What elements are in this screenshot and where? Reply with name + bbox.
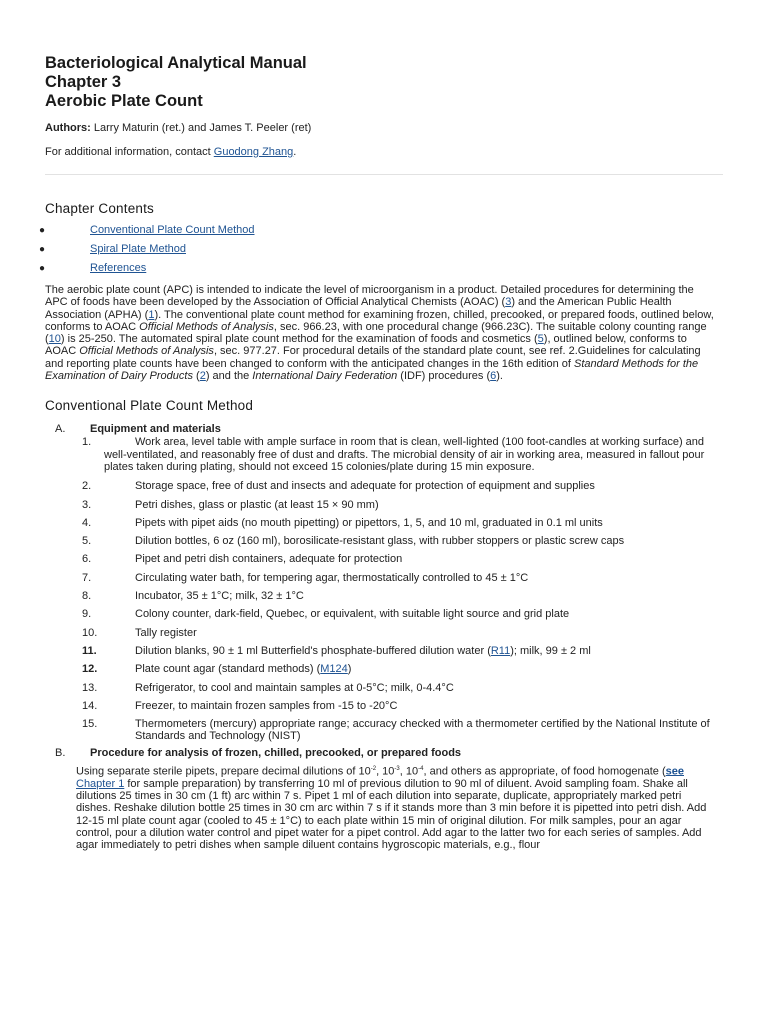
item-text: Dilution bottles, 6 oz (160 ml), borosilicate-resistant glass, with rubber stoppers or plastic screw caps	[135, 535, 625, 548]
intro-italic: Official Methods of Analysis	[139, 320, 274, 333]
item-number: 2.	[82, 480, 92, 493]
toc-item	[39, 224, 725, 243]
intro-text: ) is 25-250. The automated spiral plate count method for the examination of foods and cosmetics (	[60, 333, 538, 346]
title-line-topic: Aerobic Plate Count	[45, 92, 203, 110]
list-item	[45, 627, 725, 639]
item-text: Incubator, 35 ± 1°C; milk, 32 ± 1°C	[135, 590, 304, 603]
ref-link[interactable]: 2	[199, 370, 206, 383]
contact-line	[45, 146, 725, 159]
intro-text: The aerobic plate count (APC) is intended to indicate the level of microorganism in a product. Detailed procedures for determining the APC of foods have been developed by the Association of Official Analytical Chemists (AOAC) (	[45, 284, 694, 309]
exponent: -2	[370, 765, 377, 772]
toc-link-conventional[interactable]: Conventional Plate Count Method	[90, 224, 255, 236]
intro-italic: Standard Methods for the Examination of Dairy Products	[45, 357, 699, 383]
page	[39, 54, 725, 852]
item-text: Petri dishes, glass or plastic (at least 15 × 90 mm)	[135, 498, 379, 511]
section-title: Procedure for analysis of frozen, chilled, precooked, or prepared foods	[90, 746, 462, 759]
section-title: Equipment and materials	[90, 423, 221, 436]
list-item	[45, 553, 725, 565]
list-item	[45, 682, 725, 694]
section-a-heading	[45, 423, 725, 436]
item-text: )	[347, 663, 352, 676]
list-item	[45, 608, 725, 620]
intro-text: ), outlined below, conforms to AOAC	[45, 333, 687, 358]
procedure-text: for sample preparation) by transferring 10 ml of previous dilution to 90 ml of diluent. Avoid sampling foam. Shake all dilutions 25 times in 30 cm (1 ft) arc within 7 s. Pipet 1 ml of each dilution into separate, duplicate, appropriately marked petri dishes. Reshake dilution bottle 25 times in 30 cm arc within 7 s if it stands more than 3 min before it is pipetted into petri dish. Add 12-15 ml plate count agar (cooled to 45 ± 1°C) to each plate within 15 min of original dilution. For milk samples, pour an agar control, pour a dilution water control and pipet water for a pipet control. Add agar to the latter two for each series of samples. Add agar immediately to petri dishes when sample diluent contains hygroscopic materials, e.g., flour	[76, 777, 707, 852]
contact-link[interactable]: Guodong Zhang	[213, 146, 294, 158]
chapter-contents-list	[39, 224, 725, 281]
contact-prefix: For additional information, contact	[45, 146, 211, 158]
intro-text: (IDF) procedures (	[397, 370, 491, 383]
list-item	[45, 535, 725, 547]
item-number: 9.	[82, 608, 92, 621]
chapter-contents-heading: Chapter Contents	[45, 201, 155, 216]
item-number: 11.	[82, 644, 97, 657]
procedure-text: , 10	[399, 765, 419, 778]
item-number: 10.	[82, 626, 98, 639]
list-item	[45, 700, 725, 712]
contact-suffix: .	[293, 146, 297, 158]
equipment-list	[45, 436, 725, 742]
item-text: Tally register	[135, 626, 197, 639]
document-title	[45, 54, 725, 111]
procedure-text: , 10	[376, 765, 395, 778]
ref-link[interactable]: 6	[490, 370, 497, 383]
section-b-heading	[45, 747, 725, 760]
toc-item	[39, 243, 725, 262]
list-item	[45, 663, 725, 675]
item-number: 3.	[82, 498, 92, 511]
item-text: Plate count agar (standard methods) (	[135, 663, 321, 676]
list-item	[45, 718, 725, 743]
see-link[interactable]: see	[665, 765, 684, 778]
item-text: Storage space, free of dust and insects and adequate for protection of equipment and supplies	[135, 480, 595, 493]
ref-link[interactable]: 5	[537, 333, 544, 346]
authors-line	[45, 122, 725, 135]
section-letter: A.	[55, 423, 66, 436]
item-number: 6.	[82, 553, 92, 566]
intro-text: , sec. 977.27. For procedural details of the standard plate count, see ref. 2.Guidelines for calculating and reporting plate counts have been changed to conform with the anticipated changes in the 16th edition of	[45, 345, 701, 370]
item-text: Refrigerator, to cool and maintain samples at 0-5°C; milk, 0-4.4°C	[135, 681, 454, 694]
method-heading: Conventional Plate Count Method	[45, 398, 254, 414]
intro-text: (	[192, 370, 200, 383]
list-item	[45, 517, 725, 529]
item-text: Thermometers (mercury) appropriate range; accuracy checked with a thermometer certified by the National Institute of Standards and Technology (NIST)	[135, 718, 710, 743]
intro-italic: Official Methods of Analysis	[79, 345, 214, 358]
exponent: -3	[394, 765, 400, 772]
intro-italic: International Dairy Federation	[252, 370, 398, 383]
exponent: -4	[418, 765, 424, 772]
authors-names: Larry Maturin (ret.) and James T. Peeler (ret)	[93, 122, 312, 134]
reagent-link-r11[interactable]: R11	[490, 644, 511, 657]
item-text: Pipets with pipet aids (no mouth pipetting) or pipettors, 1, 5, and 10 ml, graduated in 0.1 ml units	[135, 516, 603, 529]
procedure-paragraph	[76, 763, 716, 852]
ref-link[interactable]: 10	[48, 333, 61, 346]
intro-text: ) and the	[205, 370, 253, 383]
item-text: ); milk, 99 ± 2 ml	[510, 644, 591, 657]
item-number: 8.	[82, 590, 92, 603]
title-line-manual: Bacteriological Analytical Manual	[45, 54, 307, 72]
list-item	[45, 645, 725, 657]
toc-link-spiral[interactable]: Spiral Plate Method	[90, 243, 186, 255]
item-text: Colony counter, dark-field, Quebec, or equivalent, with suitable light source and grid plate	[135, 608, 570, 621]
list-item	[45, 480, 725, 492]
item-text: Freezer, to maintain frozen samples from -15 to -20°C	[135, 699, 398, 712]
intro-paragraph	[45, 284, 715, 382]
item-number: 13.	[82, 681, 98, 694]
intro-text: , sec. 966.23, with one procedural change (966.23C). The suitable colony counting range (	[45, 320, 707, 346]
ref-link[interactable]: 1	[148, 308, 155, 321]
procedure-text: , and others as appropriate, of food homogenate (	[423, 765, 666, 778]
item-number: 5.	[82, 535, 92, 548]
item-number: 1.	[82, 436, 92, 449]
procedure-text: Using separate sterile pipets, prepare decimal dilutions of 10	[76, 765, 371, 778]
item-text: Circulating water bath, for tempering agar, thermostatically controlled to 45 ± 1°C	[135, 571, 529, 584]
intro-text: ).	[496, 370, 503, 383]
toc-item	[39, 262, 725, 281]
medium-link-m124[interactable]: M124	[320, 663, 348, 676]
intro-text: ) and the American Public Health Association (APHA) (	[45, 296, 672, 321]
item-text: Dilution blanks, 90 ± 1 ml Butterfield's phosphate-buffered dilution water (	[135, 644, 491, 657]
divider	[45, 174, 723, 175]
list-item	[45, 572, 725, 584]
chapter-1-link[interactable]: Chapter 1	[76, 777, 125, 790]
bullet-icon: ●	[39, 244, 46, 255]
item-number: 7.	[82, 571, 92, 584]
list-item	[45, 590, 725, 602]
item-number: 4.	[82, 516, 92, 529]
bullet-icon: ●	[39, 263, 46, 274]
intro-text: ). The conventional plate count method for examining frozen, chilled, precooked, or prepared foods, outlined below, conforms to AOAC	[45, 308, 714, 333]
title-line-chapter: Chapter 3	[45, 73, 122, 91]
item-number: 15.	[82, 718, 98, 731]
item-text: Pipet and petri dish containers, adequate for protection	[135, 553, 403, 566]
bullet-icon: ●	[39, 225, 46, 236]
ref-link[interactable]: 3	[505, 296, 512, 309]
list-item	[45, 499, 725, 511]
item-number: 14.	[82, 699, 98, 712]
item-text: Work area, level table with ample surface in room that is clean, well-lighted (100 foot-candles at working surface) and well-ventilated, and reasonably free of dust and drafts. The microbial density of air in working area, measured in fallout pour plates taken during plating, should not exceed 15 colonies/plate during 15 min exposure.	[104, 436, 705, 473]
toc-link-references[interactable]: References	[90, 262, 147, 274]
item-number: 12.	[82, 663, 98, 676]
authors-label: Authors:	[45, 122, 91, 134]
section-letter: B.	[55, 746, 66, 759]
list-item	[45, 436, 725, 473]
